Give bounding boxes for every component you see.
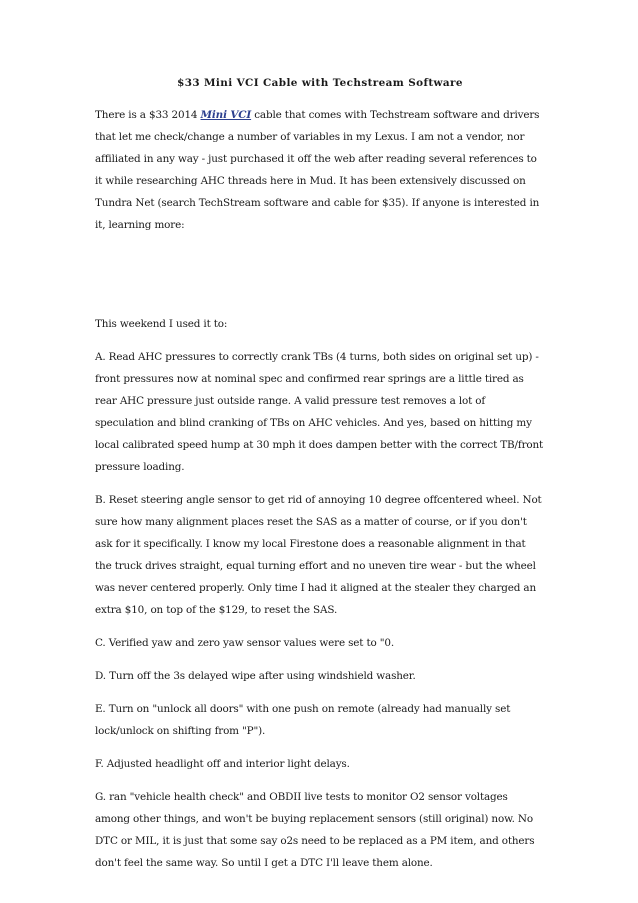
list-item-b: B. Reset steering angle sensor to get rid of annoying 10 degree offcentered wheel. Not sure how many alignment places reset the SAS as a matter of course, or if you don't ask for it specifically. I know my local Firestone does a reasonable alignment in that the truck drives straight, equal turning effort and no uneven tire wear - but the wheel was never centered properly. Only time I had it aligned at the stealer they charged an extra $10, on top of the $129, to reset the SAS.	[95, 494, 542, 616]
intro-text-before-link: There is a $33 2014	[95, 109, 201, 121]
intro-text-after-link: cable that comes with Techstream software and drivers that let me check/change a number of variables in my Lexus. I am not a vendor, nor affiliated in any way - just purchased it off the web after reading several references to it while researching AHC threads here in Mud. It has been extensively discussed on Tundra Net (search TechStream software and cable for $35). If anyone is interested in it, learning more:	[95, 109, 540, 231]
blank-spacer	[95, 247, 545, 313]
list-item-g: G. ran "vehicle health check" and OBDII live tests to monitor O2 sensor voltages among other things, and won't be buying replacement sensors (still original) now. No DTC or MIL, it is just that some say o2s need to be replaced as a PM item, and others don't feel the same way. So until I get a DTC I'll leave them alone.	[95, 791, 535, 869]
mini-vci-link[interactable]: Mini VCI	[200, 109, 252, 121]
used-heading: This weekend I used it to:	[95, 318, 228, 330]
list-item-d: D. Turn off the 3s delayed wipe after using windshield washer.	[95, 670, 416, 682]
list-item-c: C. Verified yaw and zero yaw sensor values were set to "0.	[95, 637, 395, 649]
list-item-a: A. Read AHC pressures to correctly crank TBs (4 turns, both sides on original set up) - front pressures now at nominal spec and confirmed rear springs are a little tired as rear AHC pressure just outside range. A valid pressure test removes a lot of speculation and blind cranking of TBs on AHC vehicles. And yes, based on hitting my local calibrated speed hump at 30 mph it does dampen better with the correct TB/front pressure loading.	[95, 351, 544, 473]
list-item-f: F. Adjusted headlight off and interior light delays.	[95, 758, 350, 770]
document-page	[95, 72, 545, 885]
list-item-e: E. Turn on "unlock all doors" with one push on remote (already had manually set lock/unlock on shifting from "P").	[95, 703, 511, 737]
document-title: $33 Mini VCI Cable with Techstream Software	[177, 77, 463, 89]
intro-paragraph	[95, 104, 545, 236]
